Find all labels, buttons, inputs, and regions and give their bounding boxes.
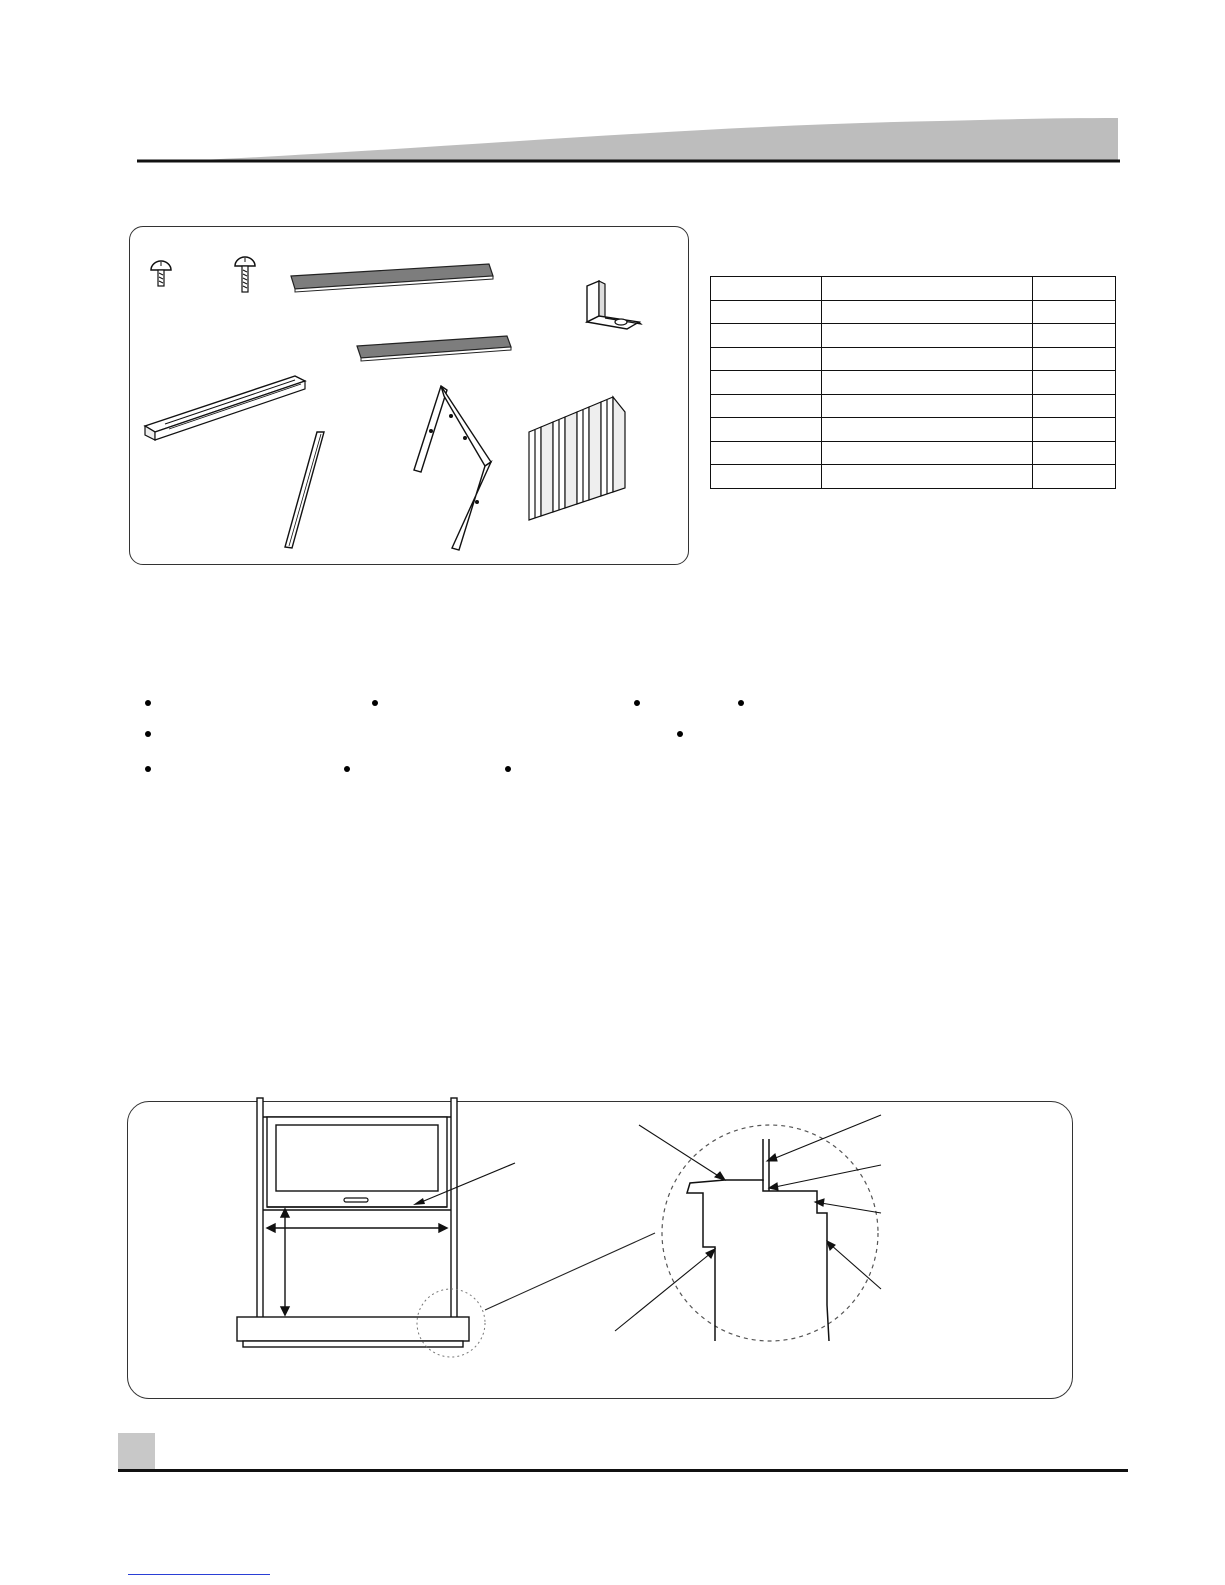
table-cell (1033, 347, 1116, 371)
table-row (711, 347, 1116, 371)
table-cell (711, 418, 822, 442)
table-row (711, 441, 1116, 465)
table-cell (1033, 371, 1116, 395)
table-cell (711, 441, 822, 465)
table-cell (1033, 418, 1116, 442)
foam-seal-short-icon (357, 336, 511, 361)
table-cell (711, 394, 822, 418)
bullet-marker (145, 766, 151, 772)
table-cell (1033, 300, 1116, 324)
table-cell (1033, 465, 1116, 489)
page-number-marker (118, 1433, 155, 1470)
table-cell (822, 394, 1033, 418)
table-cell (822, 371, 1033, 395)
table-cell (822, 418, 1033, 442)
table-cell (1033, 394, 1116, 418)
height-arrow-icon (281, 1209, 289, 1315)
table-cell (711, 277, 822, 301)
table-cell (1033, 441, 1116, 465)
width-arrow-icon (267, 1224, 447, 1232)
window-handle-icon (344, 1198, 368, 1202)
window-sash-icon (237, 1098, 469, 1347)
panel-frame-icon (414, 386, 491, 550)
header-band (0, 0, 1225, 175)
bullet-marker (634, 700, 640, 706)
table-row (711, 418, 1116, 442)
screw-long-icon (235, 257, 255, 292)
bullet-marker (344, 766, 350, 772)
table-cell (822, 277, 1033, 301)
table-cell (711, 324, 822, 348)
table-cell (822, 465, 1033, 489)
table-cell (711, 465, 822, 489)
table-cell (822, 324, 1033, 348)
table-cell (711, 347, 822, 371)
table-cell (1033, 277, 1116, 301)
accordion-curtain-icon (529, 397, 625, 520)
bullet-marker (145, 700, 151, 706)
footer-rule (118, 1469, 1128, 1472)
table-row (711, 465, 1116, 489)
footer-link-underline[interactable] (128, 1574, 270, 1575)
window-slider-rail-icon (145, 376, 305, 440)
table-cell (822, 347, 1033, 371)
table-row (711, 371, 1116, 395)
table-cell (822, 300, 1033, 324)
locking-bar-icon (285, 432, 324, 548)
table-row (711, 300, 1116, 324)
foam-seal-long-icon (291, 264, 493, 292)
table-row (711, 324, 1116, 348)
table-cell (1033, 324, 1116, 348)
bullet-marker (145, 731, 151, 737)
header-swoosh (200, 118, 1118, 160)
table-cell (711, 371, 822, 395)
table-cell (711, 300, 822, 324)
parts-table (710, 276, 1116, 489)
l-bracket-icon (587, 281, 641, 329)
table-cell (822, 441, 1033, 465)
screw-short-icon (151, 261, 171, 286)
bullet-marker (505, 766, 511, 772)
bullet-marker (677, 731, 683, 737)
bullet-marker (738, 700, 744, 706)
bullet-marker (372, 700, 378, 706)
table-row (711, 394, 1116, 418)
window-illustration (127, 1095, 1077, 1395)
table-row (711, 277, 1116, 301)
parts-illustration (129, 226, 689, 566)
